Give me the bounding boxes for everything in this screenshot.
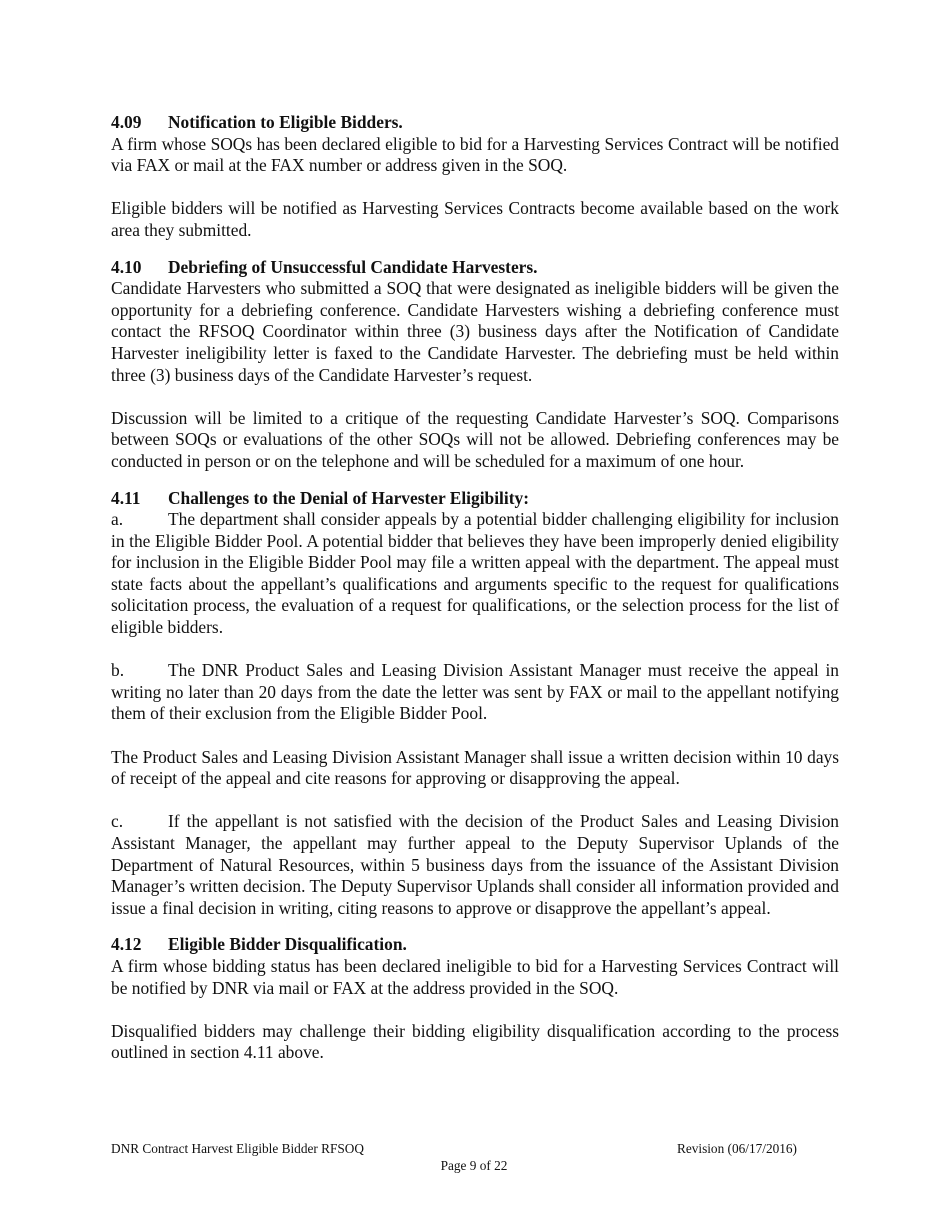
list-item-a [111, 509, 839, 639]
section-number: 4.10 [111, 256, 142, 277]
paragraph: Disqualified bidders may challenge their bidding eligibility disqualification according to the process outlined in section 4.11 above. [111, 1020, 839, 1063]
paragraph: Candidate Harvesters who submitted a SOQ that were designated as ineligible bidders will be given the opportunity for a debriefing conference. Candidate Harvesters wishing a debriefing conference must contact the RFSOQ Coordinator within three (3) business days after the Notification of Candidate Harvester ineligibility letter is faxed to the Candidate Harvester. The debriefing must be held within three (3) business days of the Candidate Harvester’s request. [111, 278, 839, 385]
item-label: b. [111, 660, 125, 681]
item-label: a. [111, 509, 124, 530]
item-label: c. [111, 811, 124, 832]
list-item-c [111, 811, 839, 919]
list-item-b [111, 660, 839, 725]
section-4-10 [111, 257, 839, 473]
section-4-09 [111, 112, 839, 242]
item-text: If the appellant is not satisfied with the decision of the Product Sales and Leasing Division Assistant Manager, the appellant may further appeal to the Deputy Supervisor Uplands of the Department of Natural Resources, within 5 business days from the issuance of the Assistant Division Manager’s written decision. The Deputy Supervisor Uplands shall consider all information provided and issue a final decision in writing, citing reasons to approve or disapprove the appellant’s appeal. [111, 811, 839, 918]
item-text: The DNR Product Sales and Leasing Division Assistant Manager must receive the appeal in writing no later than 20 days from the date the letter was sent by FAX or mail to the appellant notifying them of their exclusion from the Eligible Bidder Pool. [111, 660, 839, 724]
section-heading [111, 257, 839, 279]
paragraph: Eligible bidders will be notified as Harvesting Services Contracts become available based on the work area they submitted. [111, 198, 839, 240]
paragraph: A firm whose SOQs has been declared eligible to bid for a Harvesting Services Contract will be notified via FAX or mail at the FAX number or address given in the SOQ. [111, 133, 839, 176]
section-heading [111, 112, 839, 134]
section-title: Notification to Eligible Bidders. [168, 112, 403, 132]
paragraph: The Product Sales and Leasing Division Assistant Manager shall issue a written decision within 10 days of receipt of the appeal and cite reasons for approving or disapproving the appeal. [111, 746, 839, 789]
section-heading [111, 488, 839, 510]
document-page [111, 112, 839, 1064]
item-text: The department shall consider appeals by a potential bidder challenging eligibility for inclusion in the Eligible Bidder Pool. A potential bidder that believes they have been improperly denied eligibility for inclusion in the Eligible Bidder Pool may file a written appeal with the department. The appeal must state facts about the appellant’s qualifications and arguments specific to the request for qualifications solicitation process, the evaluation of a request for qualifications, or the selection process for the list of eligible bidders. [111, 509, 839, 638]
footer-document-title: DNR Contract Harvest Eligible Bidder RFSOQ [111, 1141, 364, 1156]
section-title: Eligible Bidder Disqualification. [168, 934, 407, 955]
section-heading [111, 934, 839, 956]
section-title: Debriefing of Unsuccessful Candidate Harvesters. [168, 256, 538, 277]
section-title: Challenges to the Denial of Harvester Eligibility: [168, 487, 529, 508]
section-number: 4.09 [111, 112, 142, 132]
paragraph: A firm whose bidding status has been declared ineligible to bid for a Harvesting Services Contract will be notified by DNR via mail or FAX at the address provided in the SOQ. [111, 955, 839, 998]
section-4-11 [111, 488, 839, 920]
footer-revision: Revision (06/17/2016) [676, 1141, 797, 1156]
footer-page-number: Page 9 of 22 [440, 1158, 508, 1173]
section-number: 4.12 [111, 934, 142, 955]
paragraph: Discussion will be limited to a critique of the requesting Candidate Harvester’s SOQ. Comparisons between SOQs or evaluations of the other SOQs will not be allowed. Debriefing conferences may be conducted in person or on the telephone and will be scheduled for a maximum of one hour. [111, 407, 839, 471]
section-number: 4.11 [111, 487, 141, 508]
section-4-12 [111, 934, 839, 1064]
